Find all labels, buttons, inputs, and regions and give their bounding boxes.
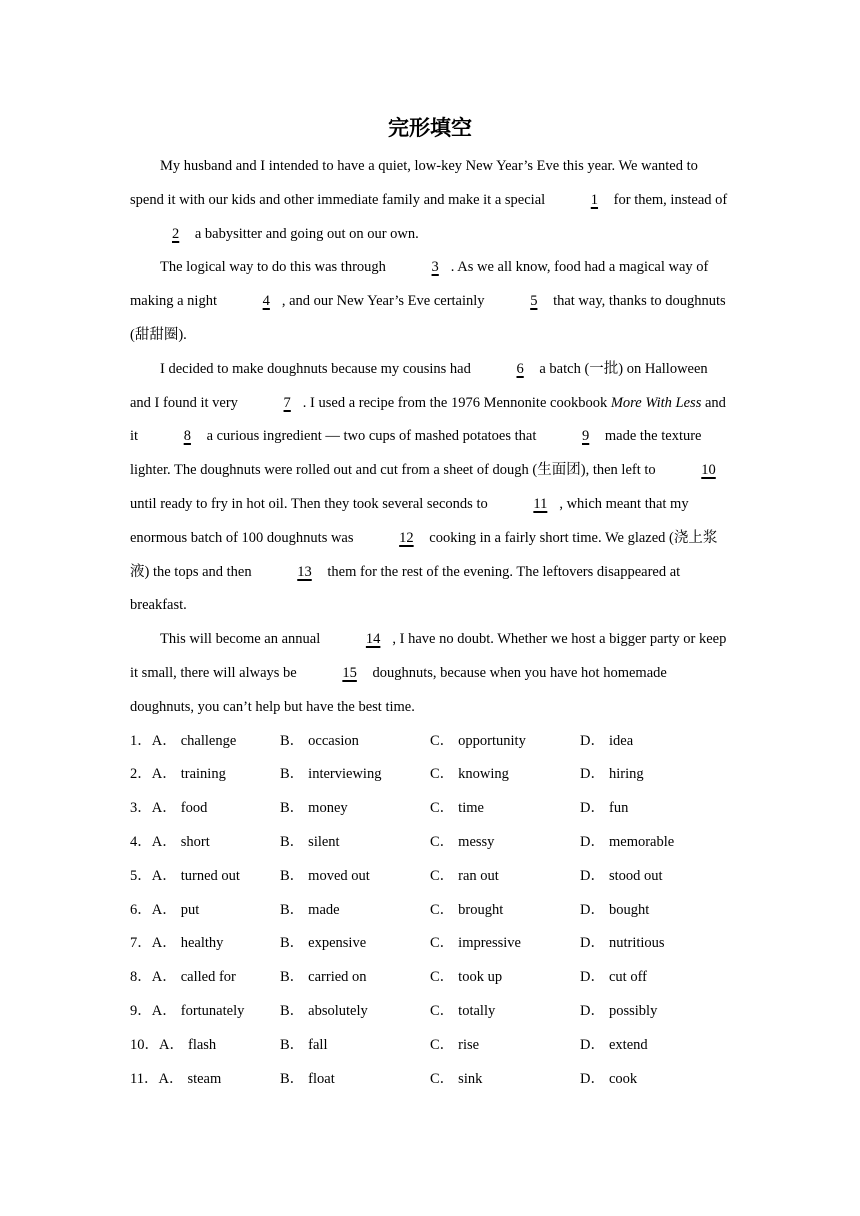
passage-text: , which meant that my enormous batch of 100 doughnuts was	[130, 495, 689, 546]
option-b	[280, 927, 430, 961]
option-text: bought	[608, 901, 650, 918]
option-text: ran out	[458, 867, 499, 884]
option-letter: A．	[151, 732, 177, 749]
option-text: turned out	[180, 867, 240, 884]
question-number: 3．	[130, 800, 152, 817]
passage-paragraph	[130, 150, 730, 251]
question-list	[130, 725, 730, 1097]
passage-text: a batch (一批) on Halloween and I found it very	[130, 360, 708, 411]
option-text: totally	[458, 1002, 496, 1019]
option-text: challenge	[180, 732, 237, 749]
option-letter: D．	[580, 1036, 605, 1053]
question-number: 10．	[130, 1036, 159, 1053]
passage-text: that way, thanks to doughnuts (甜甜圈).	[130, 293, 726, 343]
blank-3: 3	[431, 259, 439, 276]
question-row	[130, 758, 730, 792]
passage-text: This will become an annual	[160, 631, 324, 648]
option-text: brought	[458, 901, 504, 918]
option-letter: D．	[580, 800, 605, 817]
option-letter: A．	[151, 901, 177, 918]
question-number: 7．	[130, 935, 152, 952]
option-text: fall	[308, 1036, 328, 1053]
option-letter: D．	[580, 833, 605, 850]
option-text: put	[180, 901, 200, 918]
option-text: impressive	[458, 935, 521, 952]
option-c	[430, 995, 580, 1029]
option-letter: C．	[430, 833, 455, 850]
option-d	[580, 758, 730, 792]
option-b	[280, 725, 430, 759]
option-text: nutritious	[608, 935, 665, 952]
question-number: 8．	[130, 969, 152, 986]
option-text: fortunately	[180, 1002, 245, 1019]
option-letter: B．	[280, 935, 305, 952]
option-b	[280, 758, 430, 792]
passage-text: a babysitter and going out on our own.	[191, 225, 419, 242]
option-letter: C．	[430, 732, 455, 749]
option-letter: A．	[151, 766, 177, 783]
option-text: food	[180, 800, 208, 817]
passage-text: . I used a recipe from the 1976 Mennonite cookbook	[302, 394, 611, 411]
option-letter: D．	[580, 935, 605, 952]
question-row	[130, 1063, 730, 1097]
option-a	[130, 725, 280, 759]
passage-text: cooking in a fairly short time. We glazed (浇上浆液) the tops and then	[130, 529, 718, 580]
blank-10: 10	[701, 462, 716, 479]
blank-8: 8	[183, 428, 191, 445]
blank-9: 9	[582, 428, 590, 445]
option-text: interviewing	[308, 766, 382, 783]
passage-text: and it	[130, 394, 726, 445]
option-text: idea	[608, 732, 634, 749]
option-text: hiring	[608, 766, 644, 783]
option-letter: B．	[280, 1070, 305, 1087]
option-letter: A．	[151, 867, 177, 884]
question-row	[130, 826, 730, 860]
question-row	[130, 1029, 730, 1063]
option-letter: C．	[430, 1002, 455, 1019]
option-letter: A．	[151, 1002, 177, 1019]
option-letter: C．	[430, 901, 455, 918]
option-letter: D．	[580, 1070, 605, 1087]
option-letter: A．	[151, 800, 177, 817]
option-text: occasion	[308, 732, 359, 749]
blank-15: 15	[342, 664, 357, 681]
option-text: extend	[608, 1036, 648, 1053]
option-letter: A．	[151, 969, 177, 986]
option-text: time	[458, 800, 484, 817]
option-letter: B．	[280, 766, 305, 783]
blank-4: 4	[262, 293, 270, 310]
option-a	[130, 927, 280, 961]
option-d	[580, 1063, 730, 1097]
option-text: short	[180, 833, 210, 850]
option-a	[130, 995, 280, 1029]
option-d	[580, 927, 730, 961]
blank-11: 11	[533, 495, 548, 512]
option-d	[580, 1029, 730, 1063]
passage-text: I decided to make doughnuts because my cousins had	[160, 360, 475, 377]
question-row	[130, 792, 730, 826]
cloze-body	[130, 150, 730, 1096]
option-text: took up	[458, 969, 503, 986]
option-letter: B．	[280, 1002, 305, 1019]
option-a	[130, 758, 280, 792]
option-letter: B．	[280, 833, 305, 850]
option-b	[280, 792, 430, 826]
option-letter: D．	[580, 1002, 605, 1019]
option-letter: B．	[280, 732, 305, 749]
option-letter: B．	[280, 1036, 305, 1053]
option-c	[430, 894, 580, 928]
passage-text: for them, instead of	[610, 191, 728, 208]
blank-12: 12	[399, 529, 414, 546]
question-number: 5．	[130, 867, 152, 884]
passage-paragraph	[130, 251, 730, 352]
passage-text: them for the rest of the evening. The leftovers disappeared at breakfast.	[130, 563, 681, 614]
option-c	[430, 961, 580, 995]
question-row	[130, 725, 730, 759]
option-text: possibly	[608, 1002, 658, 1019]
option-text: float	[308, 1070, 335, 1087]
passage-text: , and our New Year’s Eve certainly	[281, 293, 489, 310]
option-letter: B．	[280, 800, 305, 817]
option-c	[430, 927, 580, 961]
option-text: flash	[187, 1036, 217, 1053]
passage-text: until ready to fry in hot oil. Then they took several seconds to	[130, 495, 492, 512]
option-letter: C．	[430, 867, 455, 884]
option-text: opportunity	[458, 732, 526, 749]
option-letter: C．	[430, 766, 455, 783]
option-c	[430, 1029, 580, 1063]
option-d	[580, 792, 730, 826]
question-row	[130, 927, 730, 961]
option-text: rise	[458, 1036, 480, 1053]
question-number: 4．	[130, 833, 152, 850]
option-text: training	[180, 766, 226, 783]
option-letter: D．	[580, 867, 605, 884]
question-row	[130, 894, 730, 928]
option-letter: A．	[151, 935, 177, 952]
option-a	[130, 1029, 280, 1063]
option-c	[430, 860, 580, 894]
option-text: expensive	[308, 935, 367, 952]
question-number: 9．	[130, 1002, 152, 1019]
option-b	[280, 1063, 430, 1097]
book-title: More With Less	[610, 394, 702, 411]
blank-14: 14	[365, 631, 381, 648]
option-c	[430, 826, 580, 860]
option-c	[430, 792, 580, 826]
passage-paragraph	[130, 353, 730, 623]
option-b	[280, 995, 430, 1029]
option-d	[580, 826, 730, 860]
option-letter: D．	[580, 766, 605, 783]
option-letter: A．	[159, 1036, 184, 1053]
option-letter: C．	[430, 969, 455, 986]
question-number: 11．	[130, 1070, 159, 1087]
option-letter: B．	[280, 901, 305, 918]
option-d	[580, 725, 730, 759]
option-text: cook	[608, 1070, 638, 1087]
passage-text: doughnuts, because when you have hot homemade doughnuts, you can’t help but have the best time.	[130, 664, 667, 715]
option-letter: C．	[430, 935, 455, 952]
option-text: carried on	[308, 969, 367, 986]
question-number: 2．	[130, 766, 152, 783]
option-b	[280, 826, 430, 860]
passage-text: made the texture lighter. The doughnuts were rolled out and cut from a sheet of dough (生面团), then left to	[130, 428, 702, 479]
option-text: fun	[608, 800, 629, 817]
question-number: 1．	[130, 732, 152, 749]
passage-text: a curious ingredient — two cups of mashed potatoes that	[202, 428, 540, 445]
option-letter: C．	[430, 1070, 455, 1087]
option-text: healthy	[180, 935, 224, 952]
option-text: money	[308, 800, 348, 817]
option-c	[430, 758, 580, 792]
option-b	[280, 961, 430, 995]
option-text: silent	[308, 833, 340, 850]
option-a	[130, 860, 280, 894]
option-b	[280, 860, 430, 894]
option-a	[130, 961, 280, 995]
question-row	[130, 860, 730, 894]
option-a	[130, 1063, 280, 1097]
option-a	[130, 826, 280, 860]
option-text: called for	[180, 969, 236, 986]
option-text: memorable	[608, 833, 675, 850]
blank-6: 6	[516, 360, 524, 377]
option-c	[430, 725, 580, 759]
option-a	[130, 792, 280, 826]
passage-paragraph	[130, 623, 730, 724]
blank-1: 1	[590, 191, 599, 208]
option-letter: A．	[158, 1070, 184, 1087]
option-text: stood out	[608, 867, 663, 884]
option-text: messy	[458, 833, 495, 850]
option-text: sink	[458, 1070, 483, 1087]
option-d	[580, 995, 730, 1029]
option-text: knowing	[458, 766, 509, 783]
option-c	[430, 1063, 580, 1097]
option-a	[130, 894, 280, 928]
option-letter: D．	[580, 969, 605, 986]
option-letter: C．	[430, 800, 455, 817]
option-letter: B．	[280, 969, 305, 986]
option-letter: D．	[580, 901, 605, 918]
passage-text: The logical way to do this was through	[160, 259, 390, 276]
option-d	[580, 894, 730, 928]
page-title: 完形填空	[388, 116, 472, 140]
option-letter: C．	[430, 1036, 455, 1053]
option-text: cut off	[608, 969, 647, 986]
option-text: moved out	[308, 867, 370, 884]
question-number: 6．	[130, 901, 152, 918]
question-row	[130, 961, 730, 995]
passage-text: , I have no doubt. Whether we host a bigger party or keep it small, there will always be	[130, 631, 727, 681]
option-text: absolutely	[308, 1002, 368, 1019]
blank-7: 7	[283, 394, 291, 411]
option-b	[280, 1029, 430, 1063]
option-text: steam	[187, 1070, 222, 1087]
passage-text: . As we all know, food had a magical way of making a night	[130, 259, 709, 310]
blank-2: 2	[172, 225, 180, 242]
option-b	[280, 894, 430, 928]
blank-13: 13	[297, 563, 312, 580]
option-letter: B．	[280, 867, 305, 884]
option-letter: A．	[151, 833, 177, 850]
option-text: made	[308, 901, 340, 918]
passage	[130, 150, 730, 725]
question-row	[130, 995, 730, 1029]
option-d	[580, 961, 730, 995]
passage-text: My husband and I intended to have a quiet, low-key New Year’s Eve this year. We wanted to spend it with our kids and other immediate family and make it a special	[130, 158, 698, 208]
option-letter: D．	[580, 732, 605, 749]
option-d	[580, 860, 730, 894]
blank-5: 5	[530, 293, 538, 310]
